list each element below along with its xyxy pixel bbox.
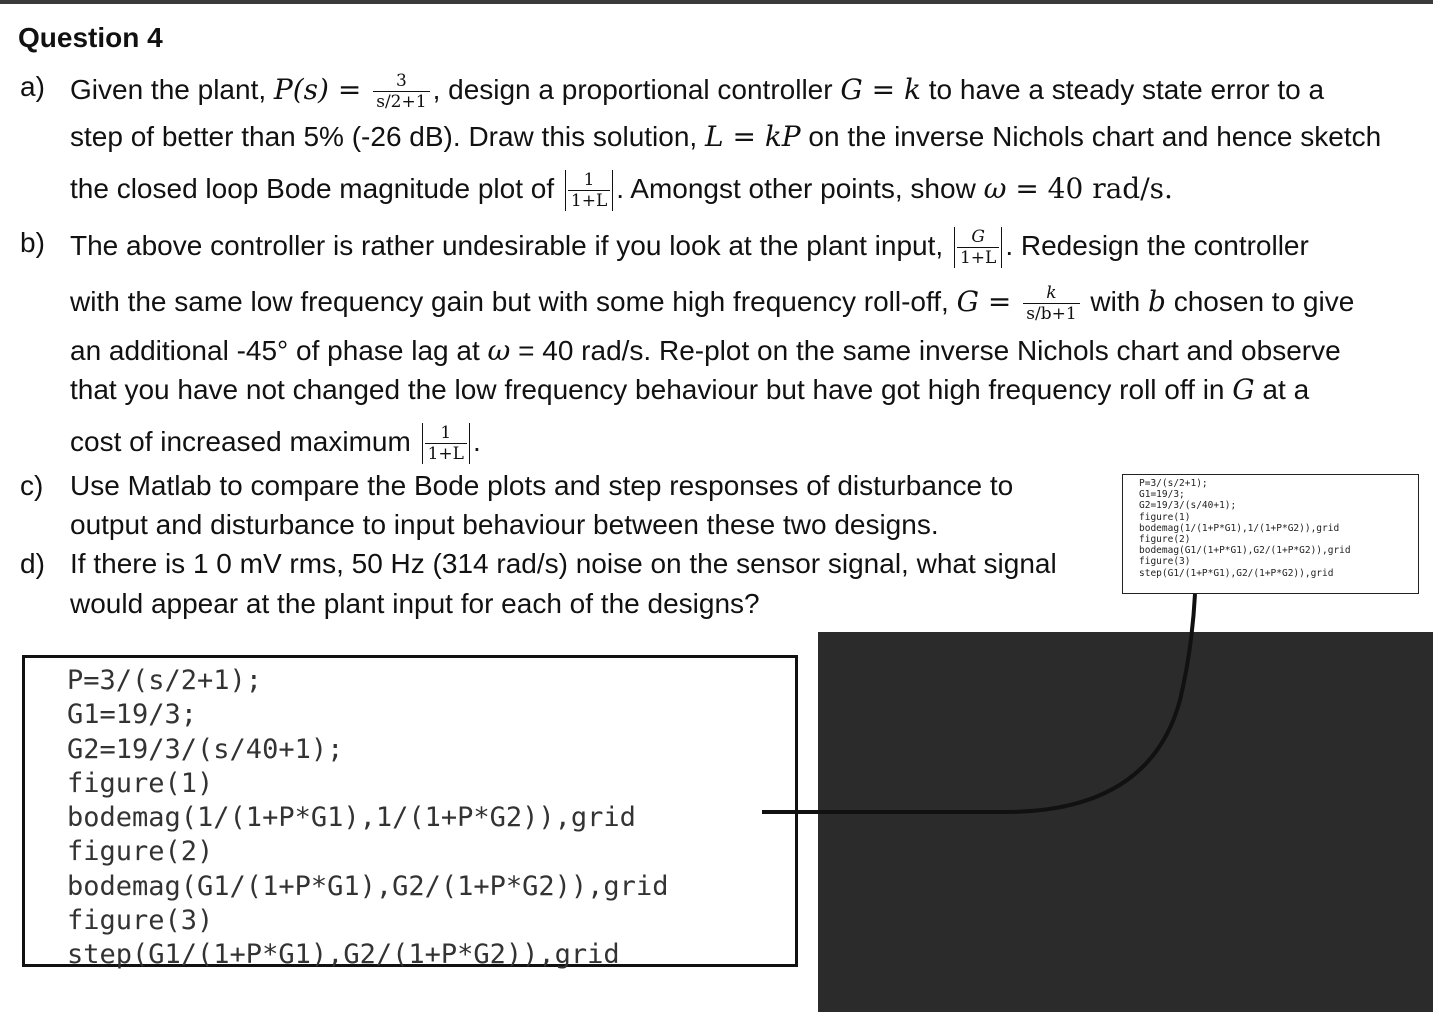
abs-value	[422, 423, 470, 464]
part-b-line-5	[70, 423, 481, 464]
code-line: bodemag(G1/(1+P*G1),G2/(1+P*G2)),grid	[67, 870, 669, 902]
code-line: figure(3)	[1139, 556, 1191, 568]
code-line: G2=19/3/(s/40+1);	[1139, 500, 1237, 512]
omega: ω	[983, 171, 1007, 205]
frac-den: 1+L	[957, 247, 999, 268]
frac-num: 3	[395, 71, 407, 91]
code-line: bodemag(1/(1+P*G1),1/(1+P*G2)),grid	[1139, 522, 1340, 534]
part-b-line-1	[70, 227, 1309, 268]
part-b-line-2	[70, 283, 1354, 324]
frac-den: s/b+1	[1023, 303, 1079, 324]
frac-den: s/2+1	[373, 91, 429, 112]
code-line: P=3/(s/2+1);	[1139, 478, 1208, 489]
text: cost of increased maximum	[70, 425, 419, 457]
frac-den: 1+L	[568, 190, 610, 211]
code-line: G2=19/3/(s/40+1);	[67, 733, 344, 765]
part-c-label: c)	[20, 470, 44, 501]
controller-expr: G = k	[840, 72, 921, 106]
text: the closed loop Bode magnitude plot of	[70, 172, 562, 204]
text: with	[1082, 285, 1149, 317]
code-thumbnail	[1122, 474, 1419, 594]
abs-value	[565, 170, 613, 211]
omega: ω	[487, 334, 511, 367]
sensitivity-fraction	[568, 170, 610, 211]
text: at a	[1254, 374, 1310, 405]
plant-input-fraction	[957, 227, 999, 268]
text: that you have not changed the low frequency behaviour but have got high frequency roll off in	[70, 374, 1233, 405]
code-line: G1=19/3;	[67, 699, 198, 731]
question-title: Question 4	[18, 22, 163, 53]
part-a-line-1	[70, 71, 1324, 112]
part-d-line-2: would appear at the plant input for each of the designs?	[70, 588, 760, 619]
part-d-label: d)	[20, 548, 45, 579]
b-symbol: b	[1148, 284, 1166, 318]
text: = 40 rad/s.	[1006, 171, 1173, 205]
part-a-label: a)	[20, 71, 45, 102]
code-line: figure(1)	[67, 767, 214, 799]
code-line: figure(2)	[1139, 534, 1191, 546]
part-c-line-1: Use Matlab to compare the Bode plots and step responses of disturbance to	[70, 470, 1014, 501]
text: with the same low frequency gain but with some high frequency roll-off,	[70, 285, 957, 317]
code-line: G1=19/3;	[1139, 489, 1185, 501]
controller-fraction	[1023, 283, 1079, 324]
plant-fraction	[373, 71, 429, 112]
code-line: bodemag(1/(1+P*G1),1/(1+P*G2)),grid	[67, 802, 636, 834]
part-b-line-3	[70, 335, 1341, 367]
text: . Amongst other points, show	[616, 172, 984, 204]
part-a-line-2	[70, 121, 1381, 153]
part-a-line-3	[70, 170, 1173, 211]
plant-expr: P(s) =	[273, 72, 371, 106]
text: to have a steady state error to a	[920, 73, 1325, 105]
frac-num: 1	[583, 170, 595, 190]
part-b-line-4	[70, 374, 1309, 406]
frac-den: 1+L	[425, 443, 467, 464]
part-b-label: b)	[20, 227, 45, 258]
text: , design a proportional controller	[432, 73, 841, 105]
text: on the inverse Nichols chart and hence sketch	[800, 121, 1382, 152]
code-line: figure(2)	[67, 836, 214, 868]
text: an additional -45° of phase lag at	[70, 335, 488, 366]
code-line: step(G1/(1+P*G1),G2/(1+P*G2)),grid	[67, 939, 620, 971]
loop-expr: L = kP	[704, 120, 801, 153]
text: Given the plant,	[70, 73, 274, 105]
code-line: P=3/(s/2+1);	[67, 665, 263, 696]
sensitivity-fraction	[425, 423, 467, 464]
text: = 40 rad/s. Re-plot on the same inverse Nichols chart and observe	[510, 335, 1341, 366]
abs-value	[954, 227, 1002, 268]
frac-num: k	[1046, 283, 1057, 303]
code-line: figure(1)	[1139, 511, 1191, 523]
code-line: step(G1/(1+P*G1),G2/(1+P*G2)),grid	[1139, 567, 1334, 579]
code-line: bodemag(G1/(1+P*G1),G2/(1+P*G2)),grid	[1139, 545, 1351, 557]
g-symbol: G	[1232, 373, 1255, 406]
text: .	[472, 425, 481, 457]
text: The above controller is rather undesirable if you look at the plant input,	[70, 229, 951, 261]
part-c-line-2: output and disturbance to input behaviour between these two designs.	[70, 509, 939, 540]
controller-expr: G =	[956, 284, 1021, 318]
top-border	[0, 0, 1433, 4]
frac-num: G	[971, 227, 985, 247]
code-line: figure(3)	[67, 905, 214, 937]
part-d-line-1: If there is 1 0 mV rms, 50 Hz (314 rad/s) noise on the sensor signal, what signal	[70, 548, 1057, 579]
text: chosen to give	[1165, 285, 1355, 317]
frac-num: 1	[440, 423, 452, 443]
code-zoomed	[22, 655, 798, 971]
text: step of better than 5% (-26 dB). Draw this solution,	[70, 121, 705, 152]
text: . Redesign the controller	[1005, 229, 1309, 261]
